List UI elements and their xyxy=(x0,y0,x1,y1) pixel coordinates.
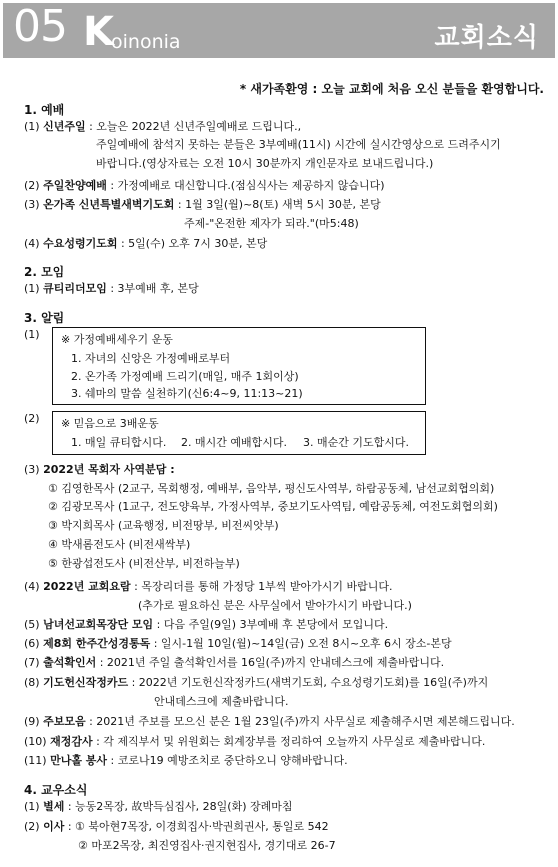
box-title: ※ 믿음으로 3배운동 xyxy=(61,417,159,430)
notice-item: (3) 2022년 목회자 사역분담 : xyxy=(24,463,175,476)
notice-item: (2) 주일찬양예배 : 가정예배로 대신합니다.(점심식사는 제공하지 않습니다) xyxy=(24,179,385,192)
box-title: ※ 가정예배세우기 운동 xyxy=(61,333,173,346)
notice-line: ② 마포2목장, 최진영집사·권지현집사, 경기대로 26-7 xyxy=(78,839,336,852)
pastor-duty: ① 김영한목사 (2교구, 목회행정, 예배부, 음악부, 평신도사역부, 하람공동체, 남선교회협의회) xyxy=(48,482,495,495)
section-worship-title: 1. 예배 xyxy=(24,103,65,117)
header-banner xyxy=(3,3,555,58)
notice-number: (2) xyxy=(24,412,40,425)
notice-line: (추가로 필요하신 분은 사무실에서 받아가시기 바랍니다.) xyxy=(138,599,412,612)
notice-number: (1) xyxy=(24,328,40,341)
box-item: 3. 쉐마의 말씀 실천하기(신6:4~9, 11:13~21) xyxy=(71,387,303,400)
page-title: 교회소식 xyxy=(434,23,539,53)
box-item: 3. 매순간 기도합시다. xyxy=(303,436,409,449)
notice-line: 안내데스크에 제출바랍니다. xyxy=(154,695,289,708)
notice-item: (6) 제8회 한주간성경통독 : 일시-1월 10일(월)~14일(금) 오전 8시~오후 6시 장소-본당 xyxy=(24,637,452,650)
box-item: 2. 온가족 가정예배 드리기(매일, 매주 1회이상) xyxy=(71,370,299,383)
notice-item: (4) 수요성령기도회 : 5일(수) 오후 7시 30분, 본당 xyxy=(24,237,268,250)
notice-item: (4) 2022년 교회요람 : 목장리더를 통해 가정당 1부씩 받아가시기 바랍니다. xyxy=(24,580,393,593)
pastor-duty: ③ 박지희목사 (교육행정, 비전땅부, 비전씨앗부) xyxy=(48,519,279,532)
brand-initial: K xyxy=(83,9,114,55)
section-number: 05 xyxy=(13,1,67,52)
notice-item: (9) 주보모음 : 2021년 주보를 모으신 분은 1월 23일(주)까지 사무실로 제출해주시면 제본해드립니다. xyxy=(24,715,515,728)
pastor-duty: ④ 박새롬전도사 (비전새싹부) xyxy=(48,538,191,551)
section-notices-title: 3. 알림 xyxy=(24,311,65,325)
notice-item: (8) 기도헌신작정카드 : 2022년 기도헌신작정카드(새벽기도회, 수요성령기도회)를 16일(주)까지 xyxy=(24,676,489,689)
notice-item: (10) 재정감사 : 각 제직부서 및 위원회는 회계장부를 정리하여 오늘까지 사무실로 제출바랍니다. xyxy=(24,735,486,748)
box-item: 2. 매시간 예배합시다. xyxy=(181,436,287,449)
section-members-title: 4. 교우소식 xyxy=(24,783,88,797)
notice-item: (2) 이사 : ① 북아현7목장, 이경희집사·박권희권사, 통일로 542 xyxy=(24,820,329,833)
notice-item: (1) 큐티리더모임 : 3부예배 후, 본당 xyxy=(24,282,199,295)
notice-item: (3) 온가족 신년특별새벽기도회 : 1월 3일(월)~8(토) 새벽 5시 30분, 본당 xyxy=(24,198,381,211)
notice-item: (11) 만나홀 봉사 : 코로나19 예방조치로 중단하오니 양해바랍니다. xyxy=(24,754,348,767)
notice-item: (5) 남녀선교회목장단 모임 : 다음 주일(9일) 3부예배 후 본당에서 모입니다. xyxy=(24,618,389,631)
pastor-duty: ⑤ 한광섭전도사 (비전산부, 비전하늘부) xyxy=(48,557,240,570)
family-worship-box xyxy=(52,327,426,405)
notice-item: (1) 별세 : 능동2목장, 故박득심집사, 28일(화) 장례마침 xyxy=(24,800,293,813)
welcome-note: * 새가족환영 : 오늘 교회에 처음 오신 분들을 환영합니다. xyxy=(239,82,544,96)
notice-line: 주일예배에 참석지 못하는 분들은 3부예배(11시) 시간에 실시간영상으로 드려주시기 xyxy=(96,138,501,151)
box-item: 1. 자녀의 신앙은 가정예배로부터 xyxy=(71,352,231,365)
notice-line: 주제-"온전한 제자가 되라."(마5:48) xyxy=(184,217,359,230)
notice-item: (7) 출석확인서 : 2021년 주일 출석확인서를 16일(주)까지 안내데스크에 제출바랍니다. xyxy=(24,656,445,669)
pastor-duty: ② 김광모목사 (1교구, 전도양육부, 가정사역부, 중보기도사역팀, 예람공동체, 여전도회협의회) xyxy=(48,500,498,513)
box-item: 1. 매일 큐티합시다. xyxy=(71,436,167,449)
notice-item: (1) 신년주일 : 오늘은 2022년 신년주일예배로 드립니다., xyxy=(24,120,302,133)
brand-name: oinonia xyxy=(111,31,181,53)
notice-line: 바랍니다.(영상자료는 오전 10시 30분까지 개인문자로 보내드립니다.) xyxy=(96,157,434,170)
section-meetings-title: 2. 모임 xyxy=(24,265,65,279)
faith-campaign-box xyxy=(52,411,426,455)
